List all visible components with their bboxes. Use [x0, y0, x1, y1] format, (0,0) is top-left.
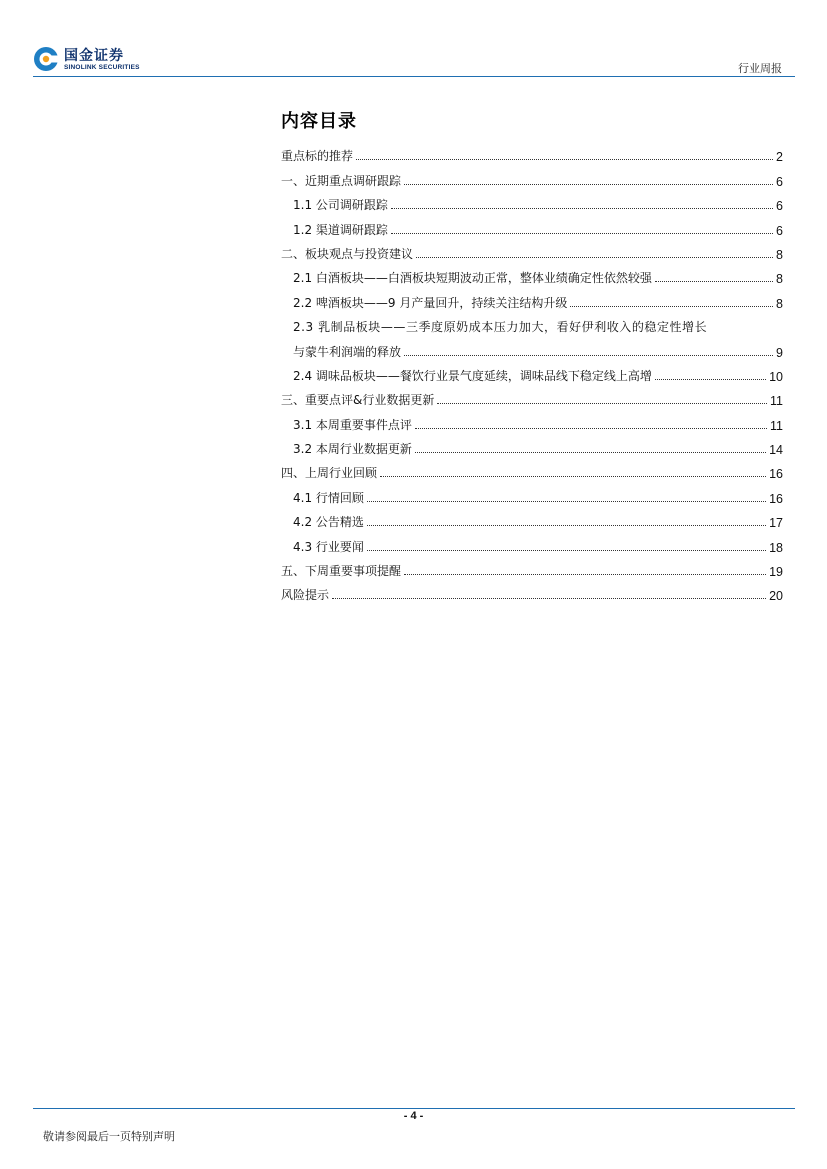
toc-leader-dots: [404, 355, 773, 356]
toc-entry-label: 一、近期重点调研跟踪: [281, 173, 402, 188]
toc-entry-label: 五、下周重要事项提醒: [281, 564, 402, 579]
toc-entry-label: 3.2 本周行业数据更新: [293, 442, 412, 457]
toc-leader-dots: [655, 379, 766, 380]
company-logo: [33, 44, 163, 76]
toc-entry-page: 6: [776, 223, 783, 238]
toc-entry-label-line2: 与蒙牛利润端的释放: [293, 344, 402, 359]
toc-entry-page: 16: [769, 467, 783, 482]
toc-entry-page: 6: [776, 199, 783, 214]
toc-leader-dots: [655, 281, 773, 282]
logo-chinese-name: 国金证券: [64, 48, 124, 64]
toc-subentry-wrapped-line[interactable]: [281, 311, 783, 335]
toc-leader-dots: [415, 452, 766, 453]
toc-entry-label: 3.1 本周重要事件点评: [293, 417, 412, 432]
toc-subentry[interactable]: [281, 262, 783, 286]
header-divider: [33, 76, 795, 77]
toc-leader-dots: [404, 574, 766, 575]
toc-entry[interactable]: [281, 238, 783, 262]
toc-leader-dots: [391, 208, 773, 209]
toc-title: 内容目录: [281, 111, 357, 132]
table-of-contents: [281, 140, 783, 603]
page-header: [0, 0, 827, 80]
toc-entry[interactable]: [281, 140, 783, 164]
toc-entry-page: 17: [769, 516, 783, 531]
toc-entry-page: 16: [769, 491, 783, 506]
toc-entry-label: 四、上周行业回顾: [281, 466, 378, 481]
toc-entry-page: 8: [776, 247, 783, 262]
toc-subentry[interactable]: [281, 360, 783, 384]
page-number: - 4 -: [403, 1110, 424, 1122]
toc-entry-page: 2: [776, 150, 783, 165]
toc-subentry[interactable]: [281, 530, 783, 554]
footer-divider: [33, 1108, 795, 1109]
toc-leader-dots: [437, 403, 767, 404]
toc-leader-dots: [415, 428, 767, 429]
toc-entry-label: 4.2 公告精选: [293, 515, 364, 530]
disclaimer-text: 敬请参阅最后一页特别声明: [43, 1130, 175, 1143]
toc-entry[interactable]: [281, 384, 783, 408]
toc-leader-dots: [380, 476, 766, 477]
report-type-label: 行业周报: [738, 62, 782, 75]
toc-entry-label: 1.2 渠道调研跟踪: [293, 222, 388, 237]
toc-leader-dots: [404, 184, 773, 185]
toc-leader-dots: [332, 598, 766, 599]
toc-subentry[interactable]: [281, 408, 783, 432]
toc-entry-label: 4.1 行情回顾: [293, 490, 364, 505]
toc-entry-page: 11: [770, 394, 783, 409]
toc-entry-label: 风险提示: [281, 588, 330, 603]
toc-entry-page: 8: [776, 296, 783, 311]
toc-subentry[interactable]: [281, 481, 783, 505]
toc-leader-dots: [356, 159, 773, 160]
toc-entry-page: 8: [776, 272, 783, 287]
toc-subentry[interactable]: [281, 189, 783, 213]
logo-english-name: SINOLINK SECURITIES: [64, 64, 140, 71]
toc-leader-dots: [570, 306, 773, 307]
toc-entry-label: 二、板块观点与投资建议: [281, 246, 414, 261]
toc-entry-page: 9: [776, 345, 783, 360]
toc-entry[interactable]: [281, 579, 783, 603]
toc-leader-dots: [367, 501, 766, 502]
toc-leader-dots: [367, 550, 766, 551]
toc-entry-label-line1: 2.3 乳制品板块——三季度原奶成本压力加大，看好伊利收入的稳定性增长: [293, 320, 708, 335]
toc-entry-page: 14: [769, 443, 783, 458]
toc-entry-label: 2.4 调味品板块——餐饮行业景气度延续，调味品线下稳定线上高增: [293, 368, 652, 383]
toc-entry-page: 20: [769, 589, 783, 604]
toc-subentry[interactable]: [281, 335, 783, 359]
toc-subentry[interactable]: [281, 286, 783, 310]
toc-subentry[interactable]: [281, 213, 783, 237]
toc-entry-page: 18: [769, 540, 783, 555]
toc-entry[interactable]: [281, 457, 783, 481]
toc-entry-label: 2.1 白酒板块——白酒板块短期波动正常，整体业绩确定性依然较强: [293, 271, 652, 286]
toc-entry-page: 19: [769, 565, 783, 580]
toc-entry-label: 三、重要点评&行业数据更新: [281, 393, 435, 408]
toc-entry-page: 10: [769, 369, 783, 384]
toc-entry-label: 1.1 公司调研跟踪: [293, 198, 388, 213]
toc-leader-dots: [367, 525, 766, 526]
toc-entry[interactable]: [281, 164, 783, 188]
toc-entry[interactable]: [281, 555, 783, 579]
toc-entry-page: 6: [776, 174, 783, 189]
toc-entry-label: 2.2 啤酒板块——9 月产量回升，持续关注结构升级: [293, 295, 568, 310]
toc-leader-dots: [391, 233, 773, 234]
toc-entry-label: 重点标的推荐: [281, 149, 354, 164]
toc-entry-label: 4.3 行业要闻: [293, 539, 364, 554]
sinolink-logo-icon: [33, 46, 59, 72]
toc-leader-dots: [416, 257, 773, 258]
toc-entry-page: 11: [770, 418, 783, 433]
toc-subentry[interactable]: [281, 433, 783, 457]
toc-subentry[interactable]: [281, 506, 783, 530]
